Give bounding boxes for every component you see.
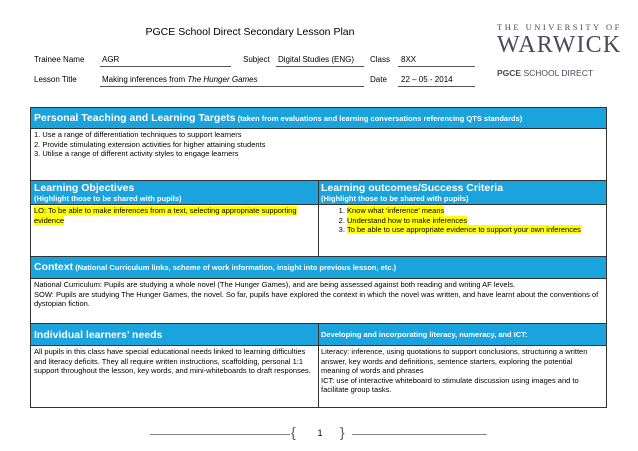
target-item: 3. Utilise a range of different activity styles to engage learners — [34, 149, 239, 158]
objectives-header — [31, 180, 318, 204]
outcome-item: 1. Know what ‘inference’ means — [347, 206, 603, 216]
footer-bracket-right: } — [340, 424, 345, 440]
footer-bracket-left: { — [291, 424, 296, 440]
needs-text: All pupils in this class have special educational needs linked to learning difficulties and literacy deficits. They all require written instructions, scaffolding, personal 1:1 support throughout the lesson, key words, and mini-whiteboards to draft responses. — [34, 347, 311, 375]
targets-heading: Personal Teaching and Learning Targets — [34, 112, 236, 124]
target-item: 1. Use a range of differentiation techniques to support learners — [34, 130, 242, 139]
targets-body — [31, 128, 606, 180]
objective-text: LO: To be able to make inferences from a text, selecting appropriate supporting evidence — [34, 206, 297, 225]
targets-subheading: (taken from evaluations and learning conversations referencing QTS standards) — [237, 114, 523, 123]
trainee-label: Trainee Name — [34, 55, 85, 64]
class-label: Class — [370, 55, 391, 64]
lesson-plan-table — [30, 107, 607, 408]
objectives-heading: Learning Objectives — [34, 182, 135, 194]
page-title: PGCE School Direct Secondary Lesson Plan — [145, 26, 355, 38]
divider — [31, 278, 606, 279]
subject-underline — [276, 66, 364, 67]
trainee-value: AGR — [102, 55, 120, 64]
context-subheading: (National Curriculum links, scheme of work information, insight into previous lesson, etc.) — [75, 263, 397, 272]
outcome-item: 2. Understand how to make inferences — [347, 216, 603, 226]
logo-school-direct: SCHOOL DIRECT — [521, 68, 594, 78]
lesson-title-value — [102, 75, 258, 84]
divider — [31, 128, 606, 129]
context-line-1: National Curriculum: Pupils are studying a whole novel (The Hunger Games), and are being assessed against both reading and writing AF levels. — [34, 280, 516, 289]
target-item: 2. Provide stimulating extension activities for higher attaining students — [34, 139, 266, 149]
lesson-title-text: Making inferences from — [102, 75, 188, 84]
outcomes-header — [318, 180, 606, 204]
needs-heading: Individual learners’ needs — [34, 329, 163, 341]
literacy-header — [318, 323, 606, 345]
outcome-item: 3. To be able to use appropriate evidence to support your own inferences — [347, 225, 603, 235]
objectives-body — [31, 204, 318, 256]
literacy-text: Literacy: inference, using quotations to support conclusions, structuring a written answer, key words and definitions, sentence starters, exploring the potential meaning of words and phrases — [321, 347, 588, 375]
outcomes-heading: Learning outcomes/Success Criteria — [321, 182, 504, 194]
footer-line-right — [352, 434, 487, 435]
context-body — [31, 278, 606, 323]
warwick-logo — [497, 22, 622, 78]
divider — [318, 323, 319, 407]
logo-line2: WARWICK — [497, 32, 622, 58]
class-value: 8XX — [401, 55, 417, 64]
divider — [318, 180, 319, 256]
lesson-title-label: Lesson Title — [34, 75, 77, 84]
needs-body — [31, 345, 318, 407]
subject-label: Subject — [243, 55, 270, 64]
subject-value: Digital Studies (ENG) — [278, 55, 355, 64]
context-header — [31, 256, 606, 278]
outcomes-subheading: (Highlight those to be shared with pupils) — [321, 194, 469, 203]
logo-line1: THE UNIVERSITY OF — [497, 22, 622, 32]
literacy-heading: Developing and incorporating literacy, numeracy, and ICT: — [321, 330, 528, 339]
date-label: Date — [370, 75, 387, 84]
outcomes-body — [318, 204, 606, 256]
needs-header — [31, 323, 318, 345]
objectives-subheading: (Highlight those to be shared with pupils) — [34, 194, 182, 203]
outcomes-list — [321, 206, 603, 235]
ict-text: ICT: use of interactive whiteboard to stimulate discussion using images and to facilitate group tasks. — [321, 375, 579, 394]
logo-pgce: PGCE — [497, 68, 522, 78]
context-line-2: SOW: Pupils are studying The Hunger Games, the novel. So far, pupils have explored the context in which the novel was written, and have learnt about the conventions of dystopian fiction. — [34, 289, 599, 308]
lesson-title-italic: The Hunger Games — [187, 75, 258, 84]
literacy-body — [318, 345, 606, 407]
date-underline — [398, 86, 475, 87]
footer-line-left — [150, 434, 290, 435]
targets-header — [31, 108, 606, 128]
context-heading: Context — [34, 261, 74, 273]
class-underline — [398, 66, 475, 67]
lesson-title-underline — [100, 86, 364, 87]
divider — [31, 256, 606, 257]
trainee-underline — [100, 66, 231, 67]
logo-line3 — [497, 68, 609, 78]
date-value: 22 – 05 - 2014 — [401, 75, 453, 84]
page-number: 1 — [317, 428, 323, 438]
